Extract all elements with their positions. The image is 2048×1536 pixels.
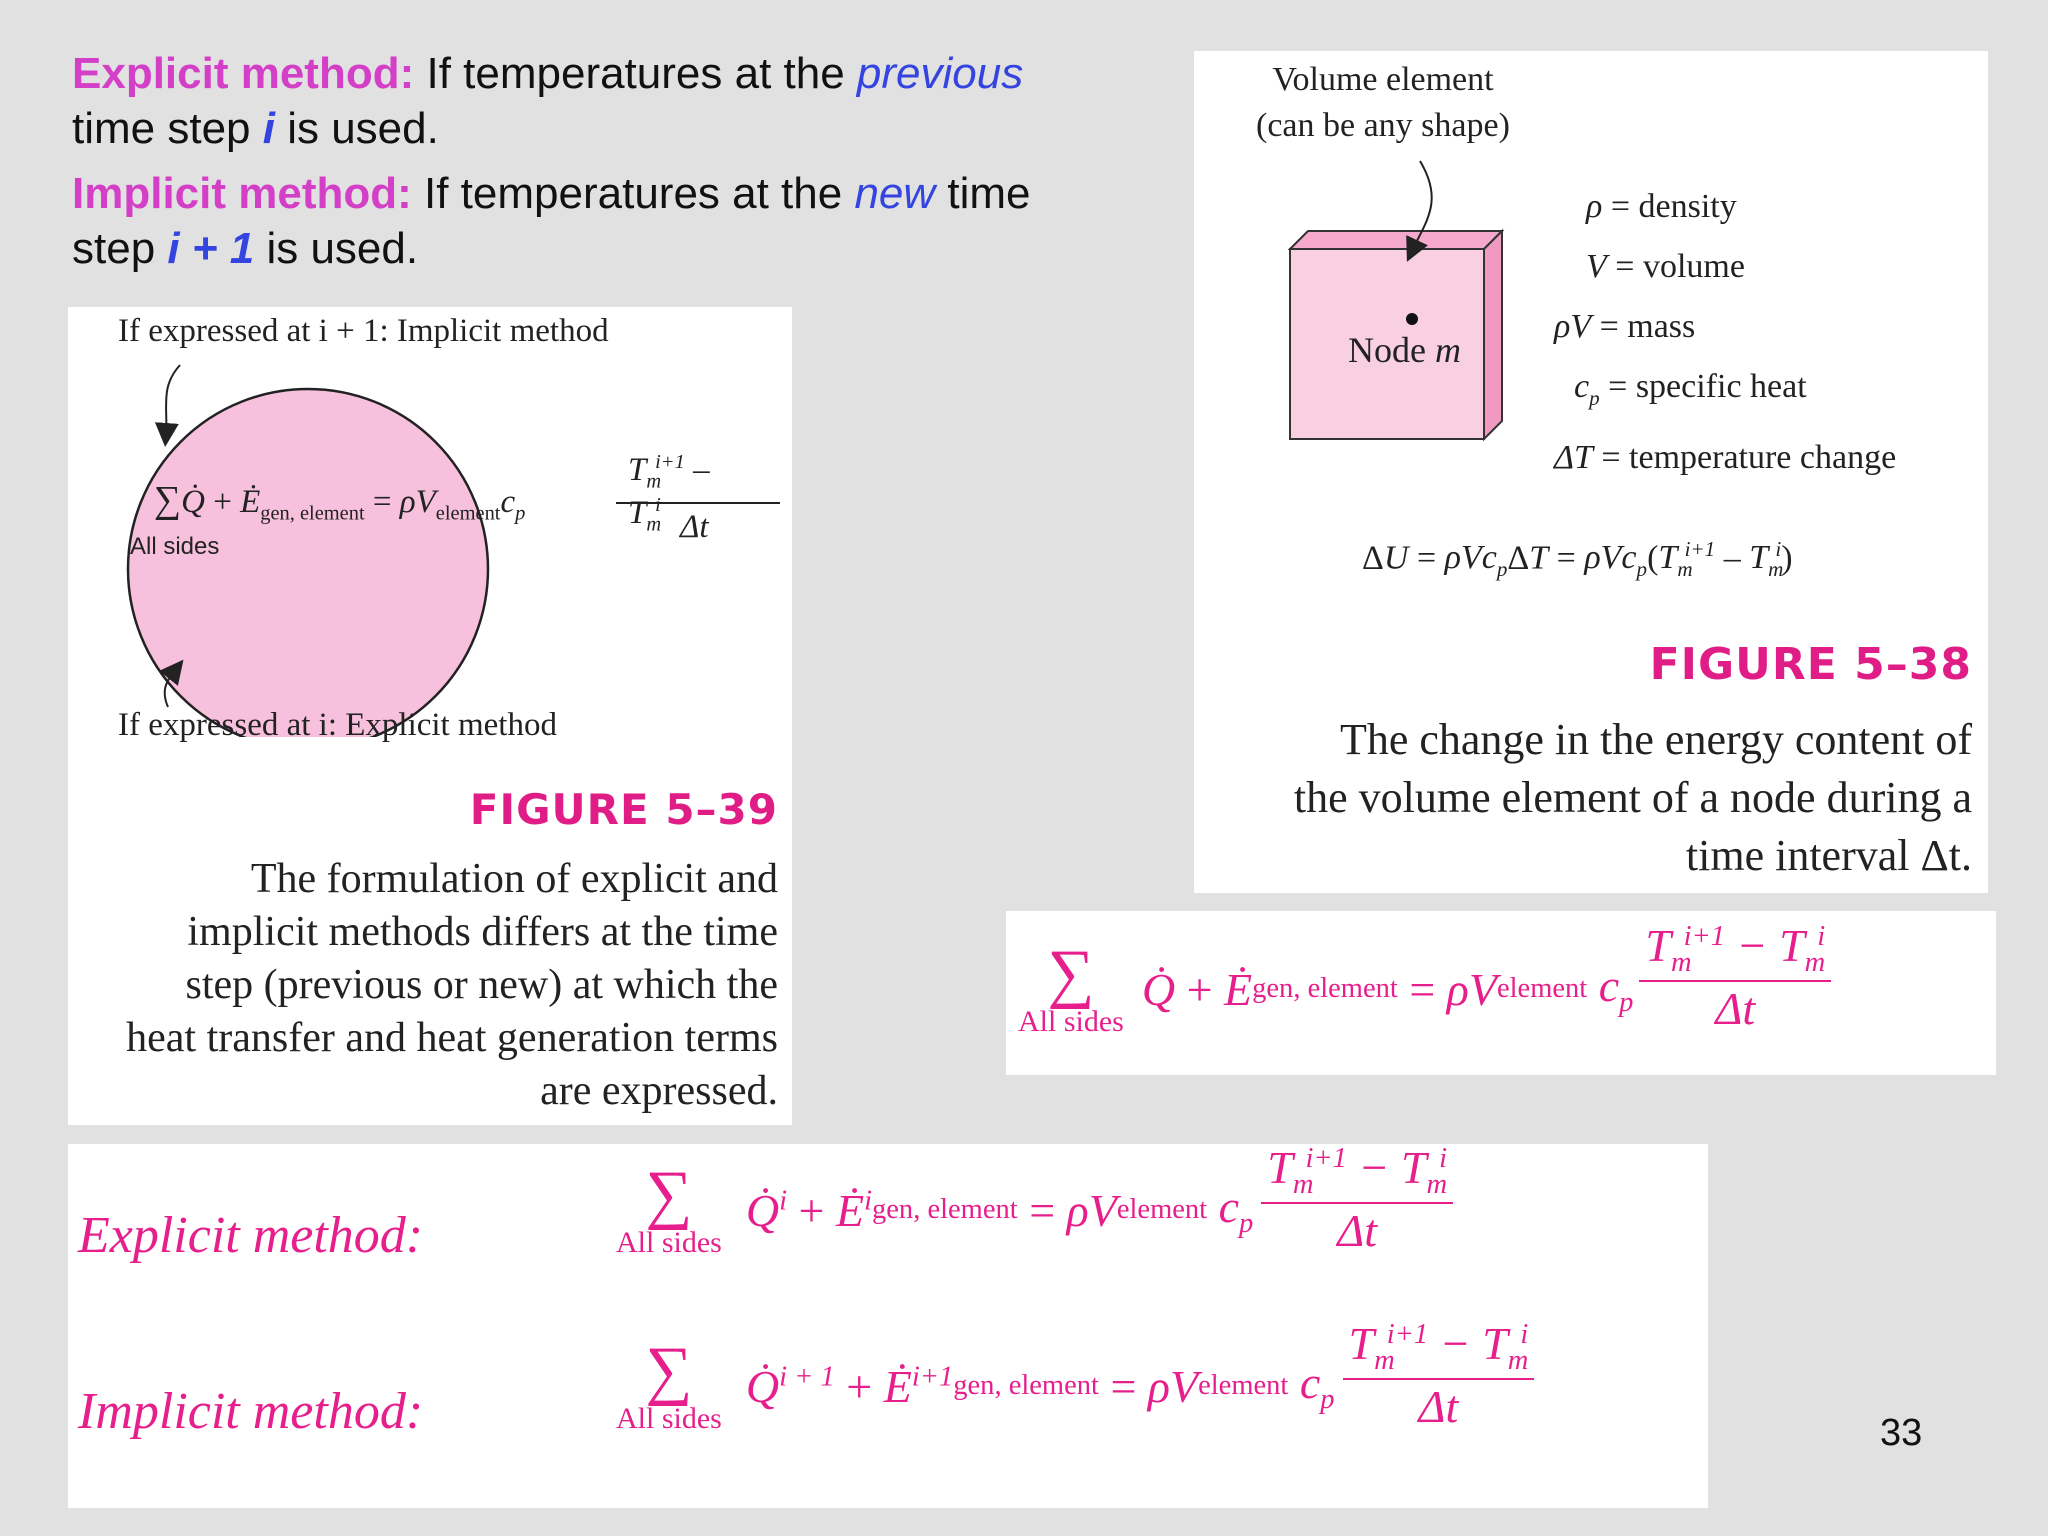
explicit-method-label: Explicit method:	[78, 1207, 424, 1264]
legend-volume: V = volume	[1586, 248, 1745, 285]
property-legend	[1554, 177, 1896, 488]
volume-element-cube	[1194, 51, 1524, 471]
all-sides-label: All sides	[130, 533, 220, 560]
figure-5-38-caption: The change in the energy content of the volume element of a node during a time interval Δt.	[1293, 715, 1972, 880]
explicit-note: If expressed at i: Explicit method	[118, 707, 557, 743]
circle-eq-denominator: Δt	[680, 509, 709, 545]
figure-5-39-title: FIGURE 5–39	[469, 785, 778, 834]
implicit-label: Implicit method:	[72, 169, 412, 218]
intro-text	[72, 46, 1182, 276]
node-m-label: Node m	[1348, 330, 1461, 370]
legend-density: ρ = density	[1586, 188, 1737, 225]
figure-5-39-panel	[68, 307, 792, 1125]
circle-equation: ∑Q̇ + $Ė_{gen, element} = \rho V_{element}c_p$	[154, 479, 526, 525]
implicit-note: If expressed at i + 1: Implicit method	[118, 313, 609, 349]
implicit-method-label: Implicit method:	[78, 1383, 424, 1440]
legend-temperature-change: ΔT = temperature change	[1554, 438, 1897, 476]
control-volume-circle	[128, 389, 488, 737]
implicit-method-equation: ∑ All sides Q̇$^{i + 1}$ + $Ė^{i+1}$ gen, element = ρV element $c_p$ $\frac{T_m^{i+1} - T_m^i}{\Delta t}$	[616, 1338, 1534, 1434]
explicit-definition: Explicit method: If temperatures at the previous time step i is used.	[72, 49, 1024, 153]
arrow-top	[166, 365, 180, 435]
implicit-definition: Implicit method: If temperatures at the new time step i + 1 is used.	[72, 169, 1031, 273]
method-equations-panel	[68, 1144, 1708, 1508]
general-energy-equation: ∑ All sides Q̇ + Ė gen, element = ρV element $c_p$ $\frac{T_m^{i+1} - T_m^i}{\Delta t}$	[1006, 911, 1996, 1075]
energy-change-equation: $\Delta U = \rho Vc_p\Delta T = \rho Vc_p(T_m^{i+1} - T_m^i)$	[1362, 537, 1793, 582]
figure-5-38-panel	[1194, 51, 1988, 893]
figure-5-39-caption: The formulation of explicit and implicit methods differs at the time step (previous or new) at which the heat transfer and heat generation terms are expressed.	[126, 856, 778, 1114]
page-number: 33	[1880, 1412, 1923, 1454]
legend-mass: ρV = mass	[1554, 308, 1696, 345]
legend-specific-heat: $c_p$ = specific heat	[1574, 368, 1807, 410]
volume-element-label: Volume element (can be any shape)	[1256, 61, 1510, 144]
figure-5-38-title: FIGURE 5–38	[1649, 639, 1972, 690]
explicit-label: Explicit method:	[72, 49, 415, 98]
circle-eq-numerator: $T_m^{i+1} - T_m^i$	[628, 451, 710, 536]
explicit-method-equation: ∑ All sides Q̇$^i$ + $Ė^i$ gen, element = ρV element $c_p$ $\frac{T_m^{i+1} - T_m^i}{\Delta t}$	[616, 1162, 1453, 1258]
